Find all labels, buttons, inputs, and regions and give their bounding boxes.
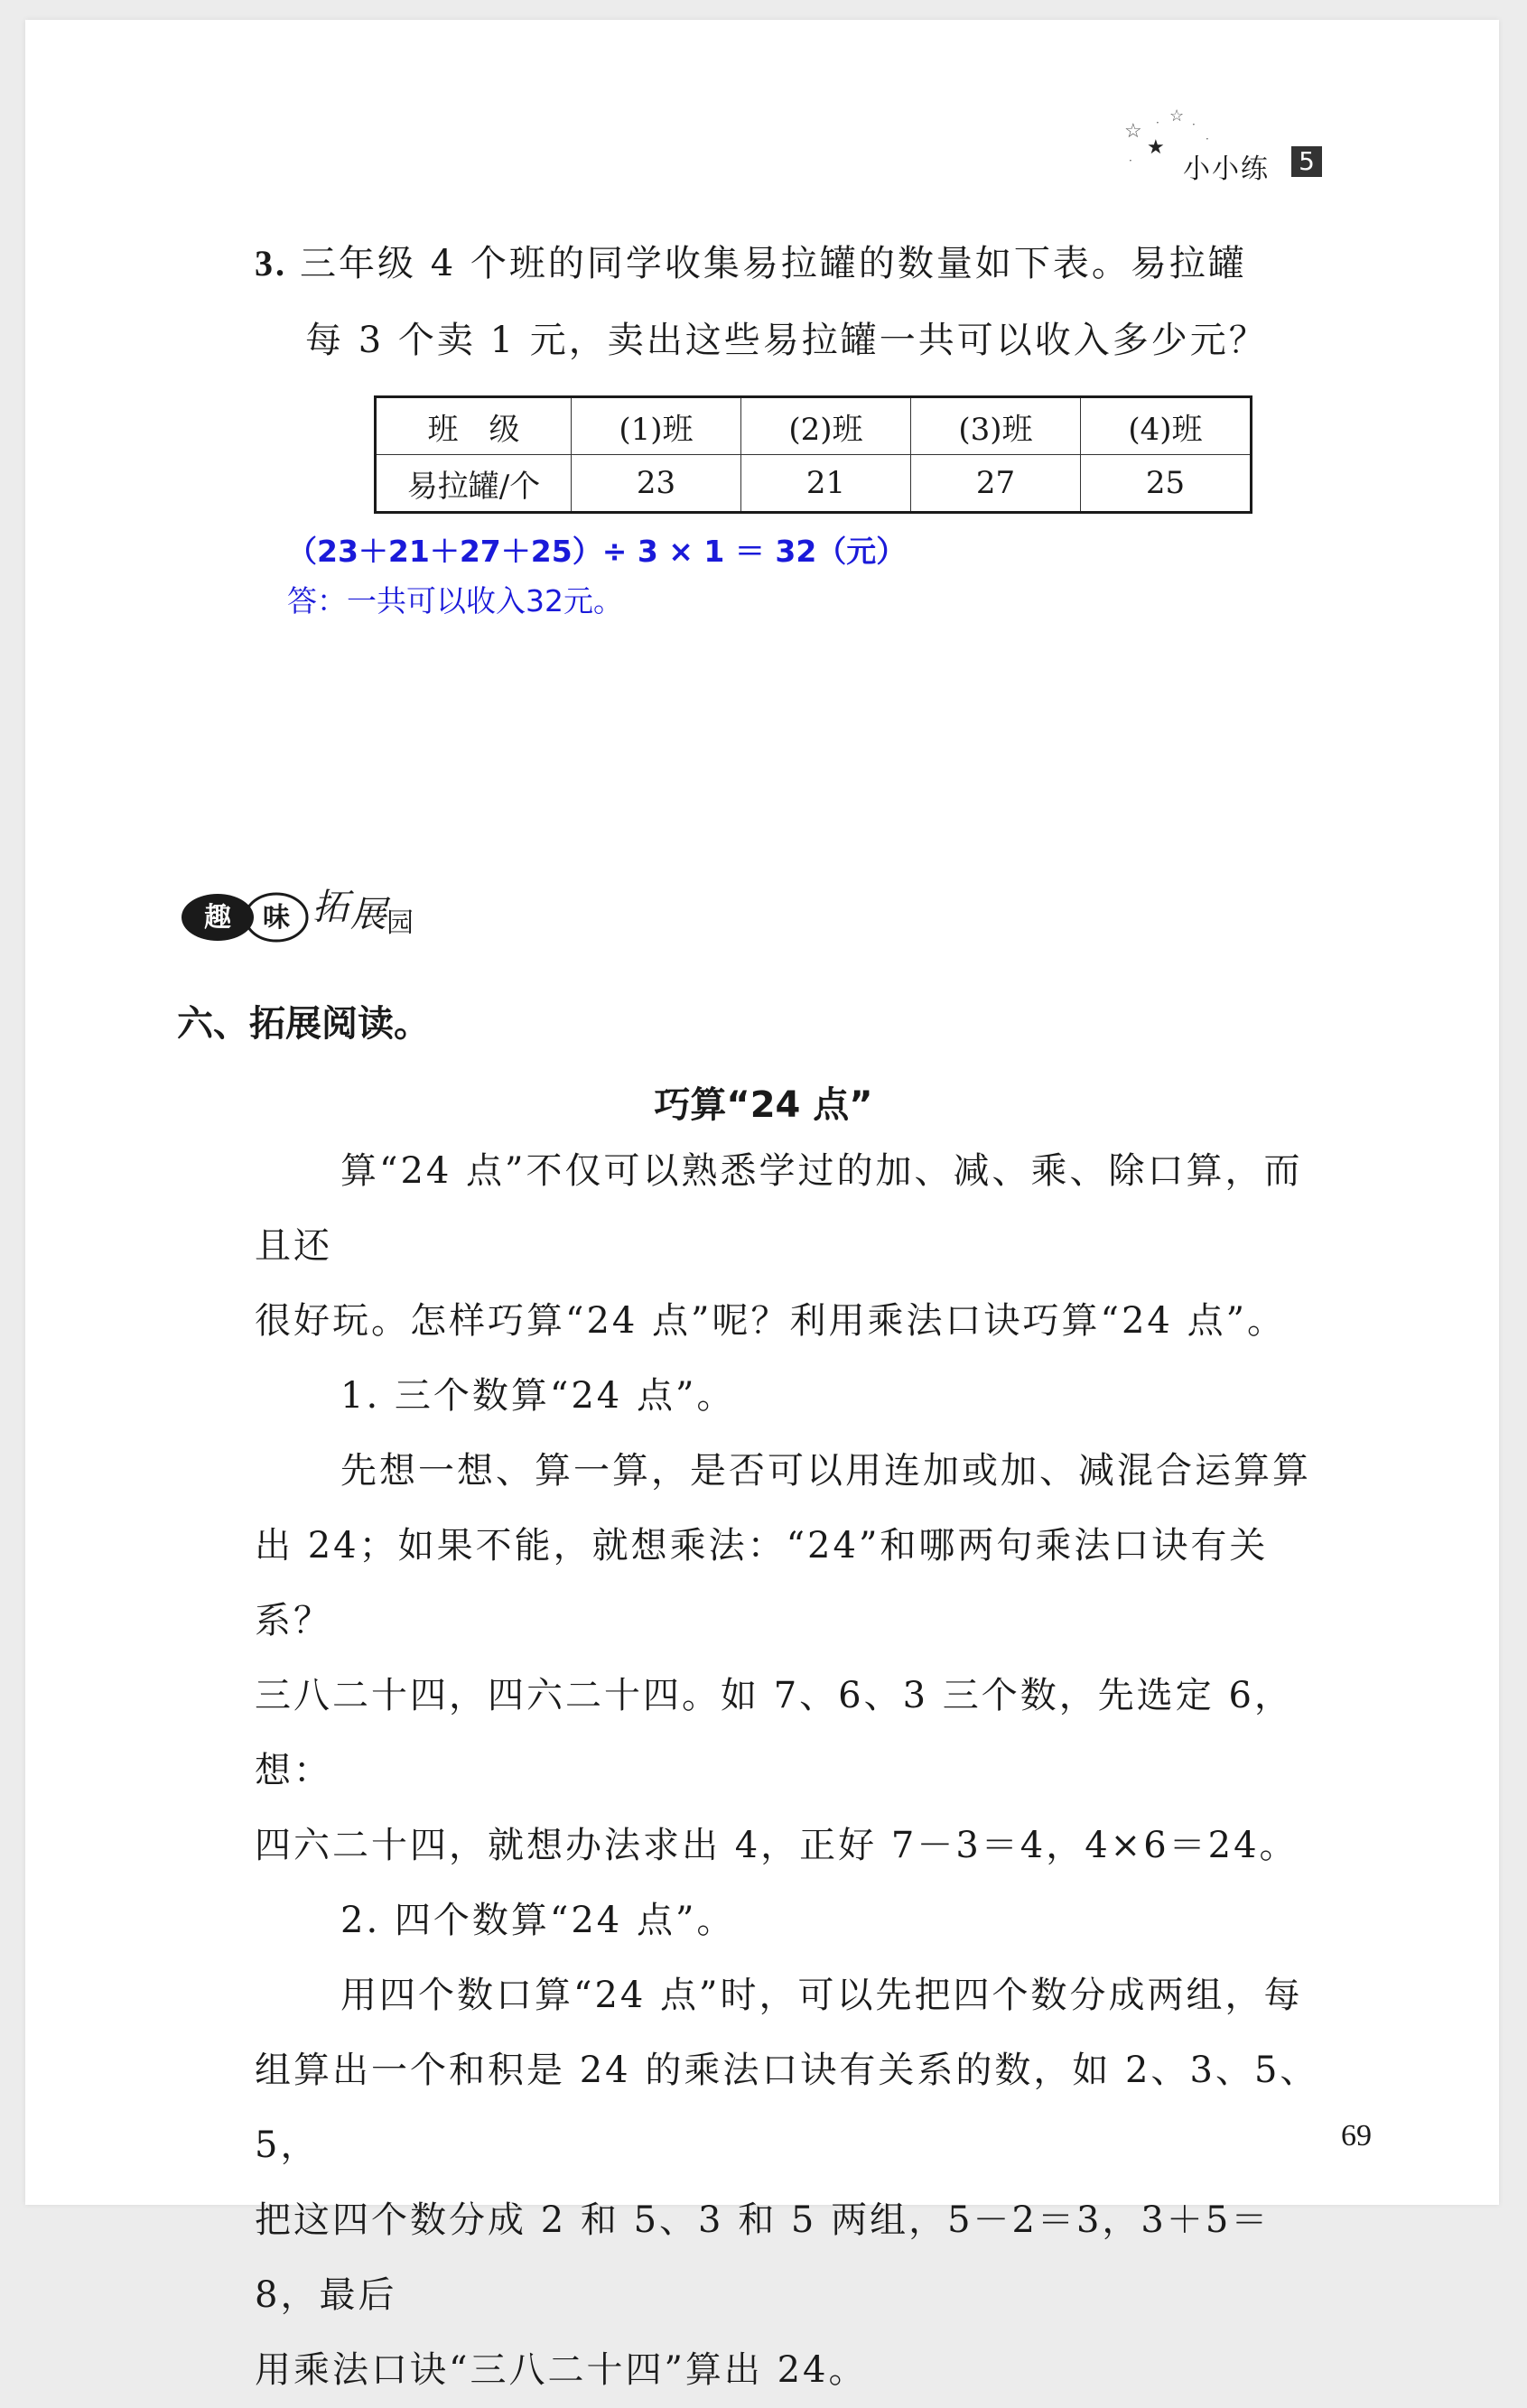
svg-text:园: 园 xyxy=(386,907,414,939)
question-3-line2: 每 3 个卖 1 元，卖出这些易拉罐一共可以收入多少元？ xyxy=(305,320,1268,361)
svg-text:☆: ☆ xyxy=(1169,107,1185,126)
table-cell: 23 xyxy=(572,455,741,513)
svg-text:·: · xyxy=(1206,133,1209,145)
svg-text:拓: 拓 xyxy=(312,887,349,928)
svg-text:展: 展 xyxy=(350,894,386,935)
paragraph-line: 用四个数口算“24 点”时，可以先把四个数分成两组，每 xyxy=(340,1975,1303,2016)
table-header-row xyxy=(376,397,1252,455)
paragraph-line: 组算出一个和积是 24 的乘法口诀有关系的数，如 2、3、5、5， xyxy=(255,2050,1319,2166)
svg-text:味: 味 xyxy=(263,902,290,934)
table-cell: 27 xyxy=(911,455,1081,513)
paragraph-line: 四六二十四，就想办法求出 4，正好 7－3＝4，4×6＝24。 xyxy=(255,1825,1299,1866)
table-data-row xyxy=(376,455,1252,513)
cans-table xyxy=(374,395,1252,514)
section-6-heading: 六、拓展阅读。 xyxy=(177,1003,430,1045)
table-cell: (4)班 xyxy=(1081,397,1252,455)
question-3-line1: 3. 三年级 4 个班的同学收集易拉罐的数量如下表。易拉罐 xyxy=(255,243,1247,284)
solution-formula: （23＋21＋27＋25）÷ 3 × 1 ＝ 32（元） xyxy=(287,534,907,569)
svg-text:趣: 趣 xyxy=(204,902,231,934)
header-label: 小小练 xyxy=(1183,153,1270,185)
paragraph-line: 出 24；如果不能，就想乘法：“24”和哪两句乘法口诀有关系？ xyxy=(255,1525,1269,1641)
paragraph-line: 把这四个数分成 2 和 5、3 和 5 两组，5－2＝3，3＋5＝8，最后 xyxy=(255,2199,1271,2316)
question-number: 3. xyxy=(255,243,287,284)
paragraph-line: 用乘法口诀“三八二十四”算出 24。 xyxy=(255,2349,868,2391)
paragraph-line: 算“24 点”不仅可以熟悉学过的加、减、乘、除口算，而且还 xyxy=(255,1150,1303,1267)
reading-title: 巧算“24 点” xyxy=(654,1084,873,1126)
header-number-badge: 5 xyxy=(1291,146,1322,177)
svg-text:·: · xyxy=(1192,118,1196,131)
table-cell: (2)班 xyxy=(741,397,911,455)
table-cell: 25 xyxy=(1081,455,1252,513)
table-cell: 21 xyxy=(741,455,911,513)
svg-text:☆: ☆ xyxy=(1124,120,1142,143)
item2-title: 2. 四个数算“24 点”。 xyxy=(340,1900,736,1941)
table-cell: (1)班 xyxy=(572,397,741,455)
solution-answer: 答：一共可以收入32元。 xyxy=(287,583,623,618)
paragraph-line: 很好玩。怎样巧算“24 点”呢？利用乘法口诀巧算“24 点”。 xyxy=(255,1300,1287,1342)
fun-section-title xyxy=(177,874,421,946)
page-header xyxy=(1120,101,1345,191)
svg-text:·: · xyxy=(1129,154,1132,167)
reading-intro xyxy=(255,1134,1320,2408)
table-cell: (3)班 xyxy=(911,397,1081,455)
svg-text:★: ★ xyxy=(1147,136,1165,159)
paragraph-line: 三八二十四，四六二十四。如 7、6、3 三个数，先选定 6，想： xyxy=(255,1675,1293,1791)
table-cell: 易拉罐/个 xyxy=(376,455,572,513)
fun-title-badge-icon xyxy=(177,874,421,946)
table-cell: 班 级 xyxy=(376,397,572,455)
item1-title: 1. 三个数算“24 点”。 xyxy=(340,1375,736,1417)
svg-text:·: · xyxy=(1156,116,1159,129)
paragraph-line: 先想一想、算一算，是否可以用连加或加、减混合运算算 xyxy=(340,1450,1311,1492)
page-number: 69 xyxy=(1341,2119,1372,2152)
